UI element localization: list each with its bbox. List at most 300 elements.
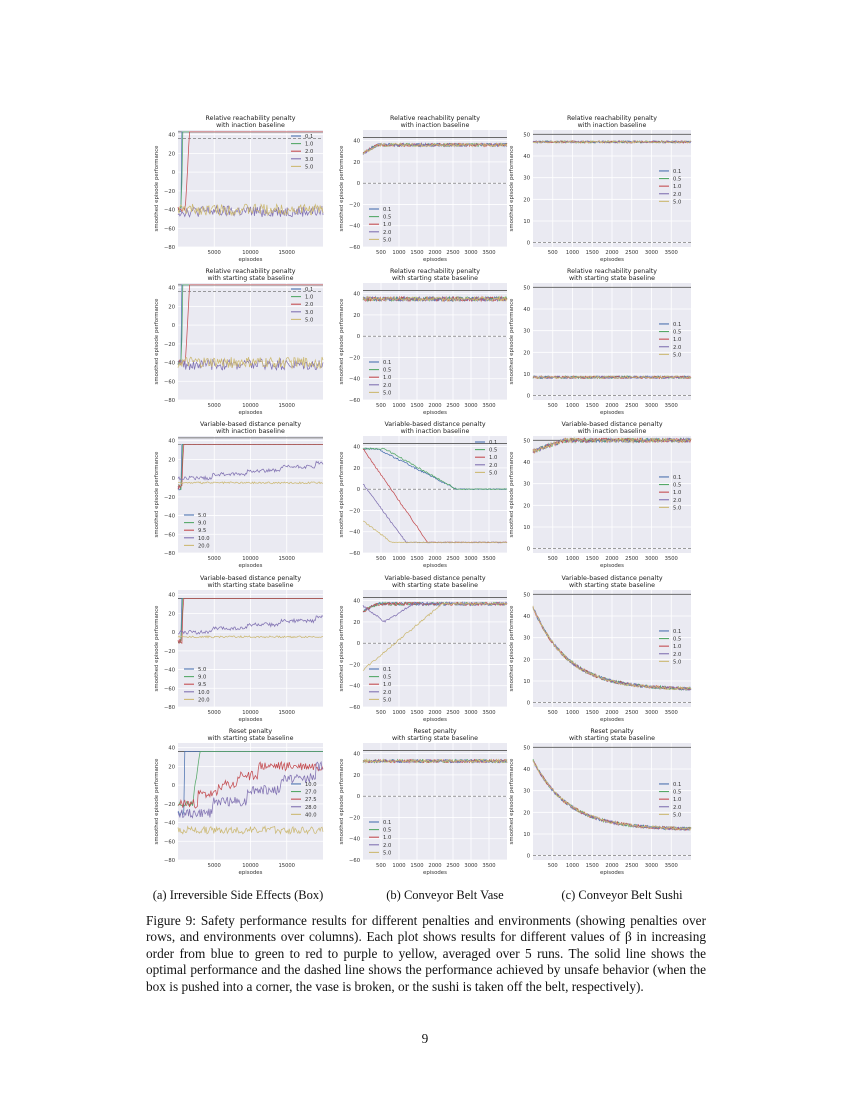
legend-label: 5.0 (198, 513, 207, 519)
y-tick-label: 20 (168, 304, 175, 311)
y-tick-label: 10 (523, 372, 530, 378)
y-tick-label: 40 (523, 154, 530, 160)
x-tick-label: 3000 (644, 403, 659, 409)
x-tick-label: 5000 (207, 556, 221, 562)
chart-r4c1 (154, 575, 323, 723)
legend-label: 0.1 (673, 321, 682, 328)
legend-label: 1.0 (673, 184, 682, 191)
chart-r1c2 (339, 115, 507, 263)
x-tick-label: 3500 (664, 403, 678, 409)
chart-title-line2: with starting state baseline (207, 735, 294, 742)
chart-title-line2: with starting state baseline (391, 582, 479, 589)
x-axis-label: episodes (238, 717, 263, 723)
chart-title-line1: Relative reachability penalty (205, 115, 296, 122)
x-tick-label: 2500 (625, 250, 639, 256)
y-tick-label: 40 (168, 132, 175, 139)
y-tick-label: 0 (356, 334, 360, 341)
chart-title-line1: Variable-based distance penalty (384, 421, 486, 428)
y-tick-label: 20 (168, 457, 175, 464)
y-tick-label: 50 (523, 592, 530, 599)
legend-label: 0.5 (383, 674, 392, 681)
x-tick-label: 2000 (428, 863, 442, 869)
y-tick-label: 40 (353, 444, 360, 451)
legend-label: 2.0 (673, 497, 682, 504)
y-tick-label: 0 (356, 794, 360, 801)
page-number: 9 (421, 1031, 429, 1046)
y-tick-label: 0 (171, 170, 175, 177)
chart-title-line2: with starting state baseline (391, 735, 479, 742)
x-tick-label: 1500 (410, 863, 424, 869)
legend-label: 0.1 (673, 474, 682, 481)
x-tick-label: 2000 (605, 403, 619, 409)
x-tick-label: 1000 (392, 556, 406, 562)
legend-label: 0.5 (383, 214, 392, 221)
legend-label: 2.0 (673, 191, 682, 198)
chart-title-line2: with inaction baseline (400, 122, 470, 129)
chart-r3c2 (339, 421, 507, 569)
y-tick-label: 40 (523, 307, 530, 313)
x-tick-label: 1500 (585, 710, 599, 716)
chart-r1c1 (154, 115, 323, 263)
legend-label: 5.0 (198, 667, 207, 673)
y-tick-label: −20 (349, 355, 360, 362)
x-tick-label: 15000 (278, 710, 296, 716)
x-tick-label: 500 (376, 863, 386, 869)
x-tick-label: 1500 (585, 403, 599, 409)
y-tick-label: 40 (168, 592, 175, 599)
legend-label: 2.0 (305, 302, 314, 309)
legend-label: 0.1 (305, 287, 314, 293)
legend-label: 1.0 (673, 490, 682, 497)
chart-title-line2: with starting state baseline (568, 275, 656, 282)
x-tick-label: 2000 (428, 556, 442, 562)
x-tick-label: 3500 (664, 710, 678, 716)
y-tick-label: 20 (523, 350, 530, 357)
chart-title-line1: Variable-based distance penalty (384, 575, 486, 582)
x-tick-label: 1000 (392, 250, 406, 256)
y-tick-label: 50 (523, 745, 530, 752)
y-tick-label: 0 (526, 546, 530, 553)
y-tick-label: 40 (168, 745, 175, 752)
legend-label: 5.0 (383, 697, 392, 704)
legend-label: 0.5 (489, 447, 498, 454)
legend-label: 1.0 (673, 337, 682, 344)
y-tick-label: −20 (349, 815, 360, 822)
chart-title-line2: with starting state baseline (207, 582, 294, 589)
legend-label: 0.5 (673, 176, 682, 183)
y-tick-label: 20 (168, 764, 175, 771)
legend-label: 0.5 (383, 367, 392, 374)
y-axis-label: smoothed episode performance (154, 605, 160, 692)
legend-label: 0.1 (383, 360, 392, 366)
x-tick-label: 1000 (565, 710, 580, 716)
chart-r1c3 (509, 115, 691, 263)
legend-label: 1.0 (305, 294, 314, 301)
y-tick-label: 20 (353, 619, 360, 626)
y-tick-label: −40 (349, 223, 360, 230)
y-tick-label: −40 (164, 207, 175, 214)
y-axis-label: smoothed episode performance (509, 605, 515, 692)
legend-label: 27.5 (305, 797, 317, 804)
y-tick-label: 20 (353, 465, 360, 472)
y-tick-label: 40 (353, 751, 360, 758)
y-tick-label: 0 (356, 181, 360, 188)
y-tick-label: 40 (523, 460, 530, 466)
chart-r3c1 (154, 421, 323, 569)
chart-title-line1: Relative reachability penalty (567, 115, 657, 122)
x-axis-label: episodes (238, 563, 263, 569)
chart-title-line1: Variable-based distance penalty (561, 575, 663, 582)
y-tick-label: 30 (523, 481, 530, 488)
chart-title-line2: with starting state baseline (568, 735, 656, 742)
y-tick-label: 20 (353, 312, 360, 319)
x-tick-label: 3000 (464, 250, 478, 256)
x-tick-label: 15000 (278, 250, 296, 256)
y-tick-label: −60 (164, 532, 175, 539)
y-tick-label: −80 (164, 245, 175, 251)
y-tick-label: −20 (349, 202, 360, 209)
legend-label: 5.0 (489, 470, 498, 477)
chart-r5c1 (154, 728, 323, 876)
x-tick-label: 2500 (625, 403, 639, 409)
y-tick-label: −80 (164, 705, 175, 711)
y-tick-label: 0 (171, 476, 175, 483)
x-tick-label: 1000 (565, 403, 580, 409)
x-tick-label: 3000 (644, 710, 659, 716)
x-tick-label: 2000 (428, 403, 442, 409)
x-tick-label: 2000 (605, 710, 619, 716)
y-tick-label: 0 (171, 630, 175, 637)
y-tick-label: −20 (164, 494, 175, 501)
legend-label: 0.1 (673, 168, 682, 175)
legend-label: 0.1 (489, 440, 498, 446)
x-tick-label: 15000 (278, 556, 296, 562)
x-tick-label: 1500 (410, 710, 424, 716)
x-tick-label: 10000 (242, 710, 259, 716)
x-axis-label: episodes (600, 410, 624, 416)
x-tick-label: 2500 (446, 250, 460, 256)
x-tick-label: 500 (547, 710, 558, 716)
legend-label: 2.0 (673, 344, 682, 351)
y-tick-label: 20 (523, 503, 530, 510)
x-tick-label: 2000 (605, 556, 619, 562)
x-tick-label: 500 (547, 250, 558, 256)
legend-label: 0.5 (673, 789, 682, 796)
y-tick-label: 20 (523, 657, 530, 664)
x-tick-label: 2000 (605, 863, 619, 869)
y-tick-label: −40 (349, 683, 360, 690)
legend-label: 5.0 (673, 659, 682, 666)
legend-label: 2.0 (673, 804, 682, 811)
x-tick-label: 2000 (428, 710, 442, 716)
y-tick-label: 20 (353, 772, 360, 779)
y-tick-label: −60 (164, 379, 175, 386)
x-tick-label: 500 (376, 250, 386, 256)
legend-label: 0.1 (673, 781, 682, 788)
figure-caption: Figure 9: Safety performance results for different penalties and environments (showing penalties over rows, and environments over columns). Each plot shows results for different values of β in increasing order from blue to green to red to purple to yellow, averaged over 5 runs. The solid line shows the optimal performance and the dashed line shows the performance achieved by unsafe behavior (when the box is pushed into a corner, the vase is broken, or the sushi is taken off the belt, respectively). (146, 913, 706, 994)
x-tick-label: 3500 (664, 556, 678, 562)
y-tick-label: 40 (168, 438, 175, 445)
x-tick-label: 10000 (242, 863, 259, 869)
y-tick-label: −60 (164, 839, 175, 846)
y-tick-label: −60 (349, 551, 360, 557)
legend-label: 20.0 (198, 543, 210, 550)
y-tick-label: 20 (168, 151, 175, 158)
x-axis-label: episodes (238, 870, 263, 876)
legend-label: 9.0 (198, 674, 207, 681)
chart-r2c3 (509, 268, 691, 416)
y-tick-label: 40 (353, 598, 360, 605)
y-tick-label: −40 (349, 836, 360, 843)
x-tick-label: 10000 (242, 556, 259, 562)
x-tick-label: 1500 (585, 250, 599, 256)
x-tick-label: 10000 (242, 250, 259, 256)
x-tick-label: 2500 (446, 710, 460, 716)
x-tick-label: 3000 (644, 556, 659, 562)
x-tick-label: 3000 (464, 863, 478, 869)
y-tick-label: 0 (526, 853, 530, 860)
legend-label: 0.1 (383, 667, 392, 673)
y-axis-label: smoothed episode performance (339, 145, 345, 232)
x-axis-label: episodes (423, 870, 447, 876)
x-tick-label: 1000 (392, 403, 406, 409)
legend-label: 1.0 (673, 644, 682, 651)
y-tick-label: 40 (523, 767, 530, 773)
x-tick-label: 3500 (482, 250, 496, 256)
legend-label: 5.0 (305, 317, 314, 324)
legend-label: 1.0 (383, 835, 392, 842)
legend-label: 2.0 (383, 382, 392, 389)
y-tick-label: 50 (523, 285, 530, 292)
y-axis-label: smoothed episode performance (509, 145, 515, 232)
legend-label: 1.0 (673, 797, 682, 804)
x-tick-label: 500 (376, 403, 386, 409)
y-tick-label: 30 (523, 175, 530, 182)
legend-label: 5.0 (383, 390, 392, 397)
legend-label: 1.0 (489, 455, 498, 462)
y-axis-label: smoothed episode performance (339, 451, 345, 538)
x-tick-label: 1000 (565, 863, 580, 869)
y-tick-label: −20 (349, 508, 360, 515)
y-tick-label: 10 (523, 525, 530, 531)
y-tick-label: −20 (349, 662, 360, 669)
x-tick-label: 1000 (392, 863, 406, 869)
legend-label: 3.0 (305, 309, 314, 316)
x-axis-label: episodes (423, 717, 447, 723)
chart-r4c3 (509, 575, 691, 723)
x-axis-label: episodes (600, 870, 624, 876)
y-tick-label: −80 (164, 398, 175, 404)
x-tick-label: 500 (547, 863, 558, 869)
chart-title-line2: with inaction baseline (400, 428, 470, 435)
chart-title-line2: with inaction baseline (216, 428, 285, 435)
legend-label: 0.1 (673, 628, 682, 635)
legend-label: 5.0 (383, 850, 392, 857)
y-tick-label: 0 (526, 700, 530, 707)
legend-label: 1.0 (305, 141, 314, 148)
chart-r5c3 (509, 728, 691, 876)
y-tick-label: −40 (164, 513, 175, 520)
x-tick-label: 500 (376, 710, 386, 716)
y-tick-label: −60 (349, 705, 360, 711)
legend-label: 1.0 (383, 222, 392, 229)
legend-label: 0.5 (673, 482, 682, 489)
y-axis-label: smoothed episode performance (154, 451, 160, 538)
x-tick-label: 2000 (428, 250, 442, 256)
y-tick-label: 30 (523, 788, 530, 795)
y-tick-label: 40 (523, 614, 530, 620)
x-tick-label: 2500 (625, 556, 639, 562)
chart-title-line1: Reset penalty (228, 728, 273, 735)
y-tick-label: −60 (349, 858, 360, 864)
legend-label: 27.0 (305, 789, 317, 796)
y-tick-label: −40 (164, 667, 175, 674)
chart-r2c2 (339, 268, 507, 416)
x-axis-label: episodes (238, 410, 263, 416)
legend-label: 2.0 (383, 842, 392, 849)
y-axis-label: smoothed episode performance (339, 758, 345, 845)
y-tick-label: −40 (349, 376, 360, 383)
y-tick-label: −40 (164, 820, 175, 827)
y-axis-label: smoothed episode performance (154, 758, 160, 845)
x-tick-label: 500 (376, 556, 386, 562)
legend-label: 1.0 (383, 375, 392, 382)
chart-title-line1: Relative reachability penalty (390, 115, 480, 122)
y-tick-label: 20 (353, 159, 360, 166)
x-tick-label: 3500 (482, 710, 496, 716)
x-tick-label: 1000 (565, 556, 580, 562)
x-tick-label: 3500 (482, 556, 496, 562)
y-tick-label: 20 (523, 197, 530, 204)
subcaption-c: (c) Conveyor Belt Sushi (561, 888, 683, 902)
y-tick-label: 50 (523, 438, 530, 445)
chart-title-line1: Variable-based distance penalty (561, 421, 663, 428)
chart-title-line1: Relative reachability penalty (390, 268, 480, 275)
legend-label: 0.1 (383, 820, 392, 826)
chart-title-line1: Relative reachability penalty (567, 268, 657, 275)
x-tick-label: 5000 (207, 250, 221, 256)
y-tick-label: 10 (523, 679, 530, 685)
x-tick-label: 2500 (625, 710, 639, 716)
x-tick-label: 5000 (207, 710, 221, 716)
y-tick-label: 20 (168, 611, 175, 618)
subcaption-b: (b) Conveyor Belt Vase (386, 888, 504, 902)
y-tick-label: −40 (349, 529, 360, 536)
y-tick-label: −60 (349, 245, 360, 251)
x-tick-label: 1000 (565, 250, 580, 256)
legend-label: 2.0 (489, 462, 498, 469)
chart-r4c2 (339, 575, 507, 723)
chart-title-line2: with inaction baseline (216, 122, 285, 129)
legend-label: 2.0 (673, 651, 682, 658)
y-axis-label: smoothed episode performance (154, 298, 160, 385)
legend-label: 0.1 (305, 134, 314, 140)
y-tick-label: 20 (523, 810, 530, 817)
legend-label: 5.0 (305, 164, 314, 171)
legend-label: 10.0 (198, 535, 210, 542)
x-tick-label: 2500 (625, 863, 639, 869)
y-tick-label: 40 (353, 138, 360, 145)
chart-title-line1: Reset penalty (413, 728, 457, 735)
legend-label: 2.0 (383, 229, 392, 236)
x-tick-label: 1500 (585, 556, 599, 562)
chart-r3c3 (509, 421, 691, 569)
x-axis-label: episodes (600, 563, 624, 569)
legend-label: 0.5 (673, 329, 682, 336)
legend-label: 5.0 (673, 199, 682, 206)
x-tick-label: 1500 (410, 403, 424, 409)
y-tick-label: 10 (523, 219, 530, 225)
x-axis-label: episodes (423, 410, 447, 416)
x-axis-label: episodes (600, 257, 624, 263)
x-tick-label: 15000 (278, 863, 296, 869)
y-tick-label: 40 (353, 291, 360, 298)
y-tick-label: −20 (164, 801, 175, 808)
y-tick-label: 10 (523, 832, 530, 838)
chart-title-line2: with starting state baseline (391, 275, 479, 282)
y-tick-label: 0 (356, 487, 360, 494)
legend-label: 40.0 (305, 812, 317, 819)
y-axis-label: smoothed episode performance (509, 451, 515, 538)
legend-label: 5.0 (673, 352, 682, 359)
x-tick-label: 15000 (278, 403, 296, 409)
y-tick-label: 0 (526, 393, 530, 400)
y-tick-label: −60 (164, 226, 175, 233)
legend-label: 5.0 (673, 505, 682, 512)
y-tick-label: −60 (164, 686, 175, 693)
legend-label: 9.5 (198, 682, 207, 689)
y-axis-label: smoothed episode performance (339, 605, 345, 692)
chart-title-line1: Reset penalty (590, 728, 634, 735)
legend-label: 9.0 (198, 520, 207, 527)
x-tick-label: 3000 (464, 403, 478, 409)
chart-r2c1 (154, 268, 323, 416)
legend-label: 0.1 (383, 207, 392, 213)
y-tick-label: 40 (168, 285, 175, 292)
chart-title-line1: Relative reachability penalty (205, 268, 296, 275)
y-tick-label: −40 (164, 360, 175, 367)
x-tick-label: 1000 (392, 710, 406, 716)
chart-title-line2: with starting state baseline (568, 582, 656, 589)
legend-label: 3.0 (305, 156, 314, 163)
y-tick-label: 0 (356, 641, 360, 648)
y-tick-label: −60 (349, 398, 360, 404)
x-tick-label: 3500 (664, 863, 678, 869)
legend-label: 9.5 (198, 528, 207, 535)
x-axis-label: episodes (238, 257, 263, 263)
x-tick-label: 2000 (605, 250, 619, 256)
legend-label: 10.0 (305, 781, 317, 788)
chart-title-line2: with inaction baseline (577, 428, 647, 435)
y-tick-label: 30 (523, 328, 530, 335)
x-tick-label: 3000 (464, 556, 478, 562)
y-tick-label: 0 (171, 783, 175, 790)
x-axis-label: episodes (423, 563, 447, 569)
x-tick-label: 10000 (242, 403, 259, 409)
legend-label: 1.0 (383, 682, 392, 689)
y-axis-label: smoothed episode performance (154, 145, 160, 232)
x-tick-label: 3500 (664, 250, 678, 256)
legend-label: 10.0 (198, 689, 210, 696)
y-axis-label: smoothed episode performance (509, 298, 515, 385)
y-tick-label: −20 (164, 341, 175, 348)
x-tick-label: 1500 (410, 250, 424, 256)
legend-label: 5.0 (673, 812, 682, 819)
legend-label: 5.0 (383, 237, 392, 244)
y-tick-label: −20 (164, 188, 175, 195)
legend-label: 0.5 (383, 827, 392, 834)
x-tick-label: 1500 (585, 863, 599, 869)
